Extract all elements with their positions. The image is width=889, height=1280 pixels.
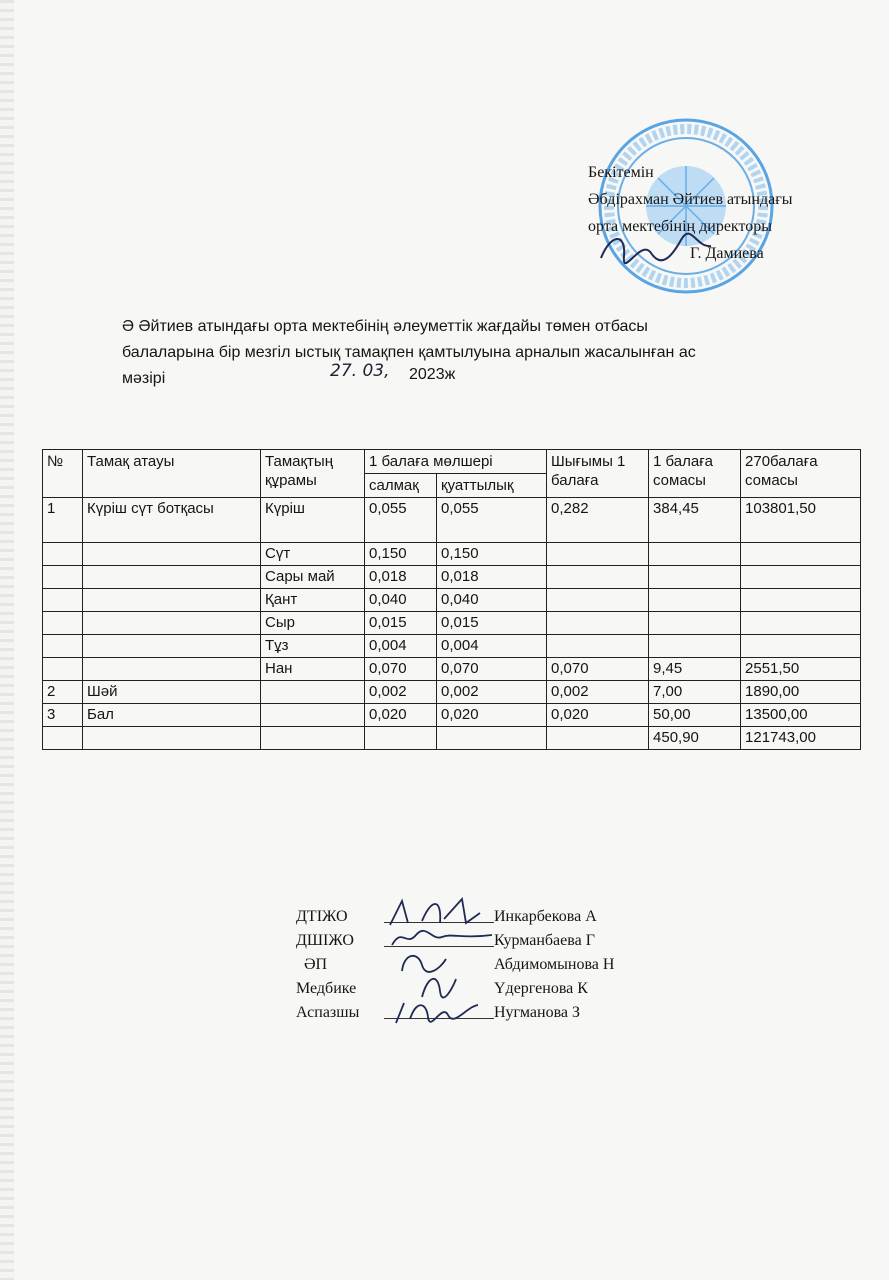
cell-cost: 0,070: [547, 658, 649, 681]
cell-sum270: [741, 543, 861, 566]
cell-dish: [83, 589, 261, 612]
cell-no: [43, 635, 83, 658]
cell-dish: [83, 566, 261, 589]
cell-weight: 0,020: [365, 704, 437, 727]
approval-line: Г. Дамиева: [690, 245, 764, 262]
cell-ingredient: Сүт: [261, 543, 365, 566]
cell-sum1: [649, 635, 741, 658]
cell-energy: 0,020: [437, 704, 547, 727]
cell-sum1: [649, 589, 741, 612]
cell-energy: 0,018: [437, 566, 547, 589]
signer-name: Үдергенова К: [494, 980, 588, 997]
scan-edge: [0, 0, 14, 1280]
cell-sum270: 103801,50: [741, 498, 861, 543]
cell-energy: 0,040: [437, 589, 547, 612]
cell-sum1: 9,45: [649, 658, 741, 681]
cell-cost: [547, 566, 649, 589]
cell-ingredient: Тұз: [261, 635, 365, 658]
cell-weight: 0,004: [365, 635, 437, 658]
cell-energy: 0,055: [437, 498, 547, 543]
cell-energy: 0,015: [437, 612, 547, 635]
cell-no: [43, 589, 83, 612]
cell-cost: [547, 589, 649, 612]
cell-dish: [83, 612, 261, 635]
cell-dish: [83, 635, 261, 658]
table-row: [43, 681, 861, 704]
signer-role: Аспазшы: [296, 1004, 360, 1021]
col-header-energy: қуаттылық: [437, 474, 547, 498]
cell-dish: Шәй: [83, 681, 261, 704]
cell-sum1: [649, 543, 741, 566]
cell-cost: [547, 543, 649, 566]
table-row: [43, 635, 861, 658]
cell-sum1: [649, 566, 741, 589]
signer-role: ДШІЖО: [296, 932, 354, 949]
signer-role: Медбике: [296, 980, 357, 997]
title-line: балаларына бір мезгіл ыстық тамақпен қамтылуына арналып жасалынған ас: [122, 344, 696, 361]
cell-energy: 0,004: [437, 635, 547, 658]
cell-sum1: [649, 612, 741, 635]
cell-ingredient: Нан: [261, 658, 365, 681]
cell-total-sum270: 121743,00: [741, 727, 861, 750]
signer-name: Инкарбекова А: [494, 908, 597, 925]
cell-total-sum1: 450,90: [649, 727, 741, 750]
cell-weight: 0,015: [365, 612, 437, 635]
cell-energy: 0,150: [437, 543, 547, 566]
cell-weight: 0,055: [365, 498, 437, 543]
cell-dish: Бал: [83, 704, 261, 727]
cell-energy: 0,070: [437, 658, 547, 681]
title-line: Ә Әйтиев атындағы орта мектебінің әлеуметтік жағдайы төмен отбасы: [122, 318, 648, 335]
cell-sum1: 384,45: [649, 498, 741, 543]
cell-ingredient: [261, 681, 365, 704]
cell-no: 1: [43, 498, 83, 543]
cell-cost: [547, 612, 649, 635]
table-row: [43, 566, 861, 589]
title-line: мәзірі: [122, 370, 166, 387]
cell-sum270: 13500,00: [741, 704, 861, 727]
table-total-row: [43, 727, 861, 750]
cell-sum270: [741, 566, 861, 589]
cell-dish: [83, 727, 261, 750]
approval-line: Бекітемін: [588, 164, 654, 181]
cell-dish: Күріш сүт ботқасы: [83, 498, 261, 543]
cell-no: 2: [43, 681, 83, 704]
cell-no: [43, 658, 83, 681]
approval-line: Әбдірахман Әйтиев атындағы: [588, 191, 793, 208]
handwritten-signature-icon: [382, 989, 502, 1029]
col-header-composition: Тамақтың құрамы: [261, 450, 365, 498]
cell-sum270: [741, 635, 861, 658]
cell-weight: 0,002: [365, 681, 437, 704]
cell-sum1: 50,00: [649, 704, 741, 727]
col-header-dish: Тамақ атауы: [83, 450, 261, 498]
table-header-row: [43, 450, 861, 474]
table-row: [43, 543, 861, 566]
cell-energy: 0,002: [437, 681, 547, 704]
signer-name: Абдимомынова Н: [494, 956, 615, 973]
table-row: [43, 498, 861, 543]
table-row: [43, 589, 861, 612]
cell-energy: [437, 727, 547, 750]
cell-ingredient: [261, 727, 365, 750]
col-header-sum-270: 270балаға сомасы: [741, 450, 861, 498]
cell-sum270: [741, 612, 861, 635]
handwritten-date: 27. 03,: [330, 361, 390, 381]
table-row: [43, 612, 861, 635]
cell-ingredient: Сары май: [261, 566, 365, 589]
table-row: [43, 658, 861, 681]
col-header-no: №: [43, 450, 83, 498]
cell-cost: [547, 727, 649, 750]
col-header-per-child: 1 балаға мөлшері: [365, 450, 547, 474]
cell-no: [43, 727, 83, 750]
cell-ingredient: Күріш: [261, 498, 365, 543]
cell-no: [43, 566, 83, 589]
cell-no: [43, 612, 83, 635]
cell-weight: [365, 727, 437, 750]
cell-sum270: 1890,00: [741, 681, 861, 704]
approval-line: орта мектебінің директоры: [588, 218, 773, 235]
col-header-weight: салмақ: [365, 474, 437, 498]
signer-role: ӘП: [304, 956, 328, 973]
signer-name: Нугманова З: [494, 1004, 581, 1021]
menu-table: [42, 449, 861, 750]
director-signature-icon: [596, 228, 716, 268]
cell-weight: 0,018: [365, 566, 437, 589]
document-title: [122, 314, 822, 392]
cell-sum270: 2551,50: [741, 658, 861, 681]
table-row: [43, 704, 861, 727]
signer-name: Курманбаева Г: [494, 932, 595, 949]
cell-cost: [547, 635, 649, 658]
cell-weight: 0,040: [365, 589, 437, 612]
cell-cost: 0,282: [547, 498, 649, 543]
cell-ingredient: Сыр: [261, 612, 365, 635]
cell-dish: [83, 658, 261, 681]
year-label: 2023ж: [409, 366, 456, 383]
cell-weight: 0,070: [365, 658, 437, 681]
signer-role: ДТІЖО: [296, 908, 348, 925]
cell-cost: 0,020: [547, 704, 649, 727]
col-header-cost: Шығымы 1 балаға: [547, 450, 649, 498]
cell-sum270: [741, 589, 861, 612]
col-header-sum-per-child: 1 балаға сомасы: [649, 450, 741, 498]
cell-no: [43, 543, 83, 566]
cell-dish: [83, 543, 261, 566]
cell-ingredient: Қант: [261, 589, 365, 612]
cell-cost: 0,002: [547, 681, 649, 704]
cell-sum1: 7,00: [649, 681, 741, 704]
cell-weight: 0,150: [365, 543, 437, 566]
cell-ingredient: [261, 704, 365, 727]
cell-no: 3: [43, 704, 83, 727]
